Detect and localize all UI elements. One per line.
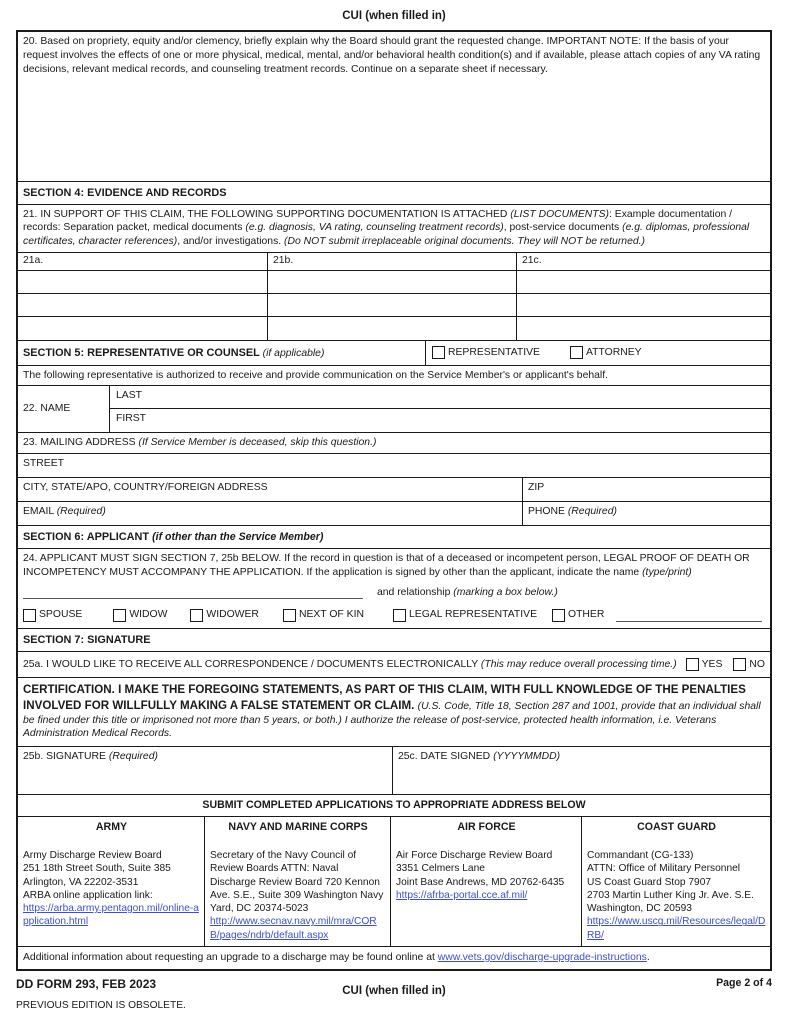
signature-qualifier: (Required) bbox=[108, 751, 158, 763]
widow-label: WIDOW bbox=[129, 609, 168, 621]
certification-italic-text: (U.S. Code, Title 18, Section 287 and 1001, provide that an individual shall be fined under this title or imprisoned not more than 5 years, or both.) I authorize the release of post-service, protected health information, i.e. Veterans Administration Medical Records. bbox=[23, 701, 761, 740]
additional-info-text: Additional information about requesting an upgrade to a discharge may be found online at bbox=[23, 951, 438, 963]
attorney-checkbox-label: ATTORNEY bbox=[586, 346, 642, 358]
army-application-link[interactable]: https://arba.army.pentagon.mil/online-application.html bbox=[23, 903, 199, 928]
widower-checkbox[interactable] bbox=[190, 609, 203, 622]
spouse-checkbox[interactable] bbox=[23, 609, 36, 622]
army-address-line: ARBA online application link: bbox=[23, 889, 153, 901]
attorney-checkbox[interactable] bbox=[570, 346, 583, 359]
representative-checkbox-label: REPRESENTATIVE bbox=[448, 346, 540, 358]
item-24-seg2: (type/print) bbox=[642, 566, 692, 578]
doc-cell-21c-row3[interactable] bbox=[517, 317, 770, 340]
city-zip-row bbox=[18, 478, 770, 502]
air-force-application-link[interactable]: https://afrba-portal.cce.af.mil/ bbox=[396, 889, 528, 901]
street-label: STREET bbox=[23, 457, 64, 469]
item-21-instructions bbox=[18, 205, 770, 253]
other-relationship-blank-field[interactable] bbox=[616, 609, 762, 622]
document-list-table bbox=[18, 253, 770, 341]
doc-cell-21a-row1[interactable] bbox=[18, 271, 268, 293]
spouse-label: SPOUSE bbox=[39, 609, 83, 621]
electronic-yes-checkbox[interactable] bbox=[686, 658, 699, 671]
cui-banner-bottom: CUI (when filled in) bbox=[342, 984, 446, 997]
additional-info-note bbox=[18, 947, 770, 969]
item-20-text: 20. Based on propriety, equity and/or clemency, briefly explain why the Board should grant the requested change. IMPORTANT NOTE: If the basis of your request involves the effects of one or more physical, medical, mental, and/or behavioral health condition(s) and if available, please attach copies of any VA rating decisions, relevant medical records, and counseling treatment records. Continue on a separate sheet if necessary. bbox=[23, 36, 761, 75]
electronic-yes-label: YES bbox=[701, 658, 723, 670]
previous-edition-note: PREVIOUS EDITION IS OBSOLETE. bbox=[16, 1000, 186, 1012]
zip-label: ZIP bbox=[528, 481, 545, 493]
item-24-seg1: 24. APPLICANT MUST SIGN SECTION 7, 25b BELOW. If the record in question is that of a deceased or incompetent person, LEGAL PROOF OF DEATH OR INCOMPETENCY MUST ACCOMPANY THE APPLICATION. If the application is signed by other than the applicant, indicate the name bbox=[23, 552, 750, 578]
cui-banner-top: CUI (when filled in) bbox=[342, 10, 446, 22]
form-number: DD FORM 293, FEB 2023 bbox=[16, 976, 157, 991]
item-24-instructions bbox=[23, 552, 765, 579]
section-4-header: SECTION 4: EVIDENCE AND RECORDS bbox=[18, 182, 770, 204]
signature-date-row bbox=[18, 747, 770, 795]
section-5-title: SECTION 5: REPRESENTATIVE OR COUNSEL bbox=[23, 346, 263, 359]
branch-army-cell bbox=[18, 817, 205, 946]
phone-qualifier: (Required) bbox=[567, 505, 617, 517]
item-21-seg3: : Example documentation / records: Separation packet, medical documents bbox=[23, 208, 733, 234]
relationship-checkbox-row bbox=[23, 608, 765, 622]
electronic-no-checkbox[interactable] bbox=[733, 658, 746, 671]
additional-info-suffix: . bbox=[646, 951, 650, 963]
branch-air-force-cell bbox=[391, 817, 582, 946]
email-label: EMAIL bbox=[23, 505, 57, 517]
army-address-line: Arlington, VA 22202-3531 bbox=[23, 876, 139, 888]
doc-cell-21b-row1[interactable] bbox=[268, 271, 517, 293]
doc-column-label-21a: 21a. bbox=[18, 253, 268, 270]
item-21-seg7: , and/or investigations. bbox=[177, 236, 285, 248]
item-21-seg2: (LIST DOCUMENTS) bbox=[510, 208, 609, 220]
navy-application-link[interactable]: http://www.secnav.navy.mil/mra/CORB/pages/ndrb/default.aspx bbox=[210, 916, 377, 941]
city-label: CITY, STATE/APO, COUNTRY/FOREIGN ADDRESS bbox=[23, 481, 268, 493]
name-first-field[interactable] bbox=[110, 409, 770, 432]
widower-label: WIDOWER bbox=[206, 609, 259, 621]
widow-checkbox[interactable] bbox=[113, 609, 126, 622]
representative-authorization-note: The following representative is authorized to receive and provide communication on the Service Member's or applicant's behalf. bbox=[18, 366, 770, 387]
section-6-header bbox=[18, 526, 770, 549]
certification-block bbox=[18, 678, 770, 747]
phone-label: PHONE bbox=[528, 505, 568, 517]
coast-guard-address-line: US Coast Guard Stop 7907 bbox=[587, 876, 712, 888]
coast-guard-address-line: 2703 Martin Luther King Jr. Ave. S.E. bbox=[587, 889, 754, 901]
dd293-form-page bbox=[16, 30, 772, 970]
doc-column-label-21c: 21c. bbox=[522, 254, 542, 266]
item-23-label: 23. MAILING ADDRESS bbox=[23, 437, 139, 449]
next-of-kin-label: NEXT OF KIN bbox=[298, 609, 364, 621]
section-5-qualifier: (if applicable) bbox=[262, 347, 325, 359]
air-force-address-line: Joint Base Andrews, MD 20762-6435 bbox=[396, 876, 565, 888]
signature-label: 25b. SIGNATURE bbox=[23, 751, 109, 763]
item-24-block bbox=[18, 549, 770, 629]
date-signed-label: 25c. DATE SIGNED bbox=[398, 751, 494, 763]
branch-coast-guard-header: COAST GUARD bbox=[637, 821, 716, 834]
item-24-seg3: and relationship bbox=[377, 586, 454, 598]
section-6-title: SECTION 6: APPLICANT bbox=[23, 530, 153, 543]
branch-coast-guard-cell bbox=[582, 817, 770, 946]
other-checkbox[interactable] bbox=[552, 609, 565, 622]
coast-guard-address-line: Washington, DC 20593 bbox=[587, 903, 692, 915]
coast-guard-address-line: ATTN: Office of Military Personnel bbox=[587, 863, 741, 875]
air-force-address-line: 3351 Celmers Lane bbox=[396, 863, 485, 875]
name-last-field[interactable] bbox=[110, 386, 770, 409]
item-25a-text bbox=[23, 658, 677, 672]
item-21-seg1: 21. IN SUPPORT OF THIS CLAIM, THE FOLLOWING SUPPORTING DOCUMENTATION IS ATTACHED bbox=[23, 208, 511, 220]
item-25a-seg1: 25a. I WOULD LIKE TO RECEIVE ALL CORRESPONDENCE / DOCUMENTS ELECTRONICALLY bbox=[23, 658, 481, 670]
item-20-explanation-box[interactable] bbox=[18, 32, 770, 182]
doc-cell-21b-row2[interactable] bbox=[268, 294, 517, 316]
branch-army-header: ARMY bbox=[95, 821, 128, 834]
email-field[interactable] bbox=[18, 502, 523, 525]
air-force-address-line: Air Force Discharge Review Board bbox=[396, 850, 553, 862]
name-first-label: FIRST bbox=[116, 413, 147, 425]
service-branch-address-table bbox=[18, 817, 770, 947]
legal-representative-checkbox[interactable] bbox=[393, 609, 406, 622]
branch-navy-header: NAVY AND MARINE CORPS bbox=[228, 821, 368, 834]
date-signed-field-25c[interactable] bbox=[393, 747, 770, 794]
item-23-label-row bbox=[18, 433, 770, 454]
item-22-label: 22. NAME bbox=[18, 386, 110, 432]
army-address-line: 251 18th Street South, Suite 385 bbox=[23, 863, 171, 875]
page-footer bbox=[16, 977, 772, 1017]
coast-guard-application-link[interactable]: https://www.uscg.mil/Resources/legal/DRB/ bbox=[587, 916, 766, 941]
email-phone-row bbox=[18, 502, 770, 526]
doc-cell-21b-row3[interactable] bbox=[268, 317, 517, 340]
item-21-seg6: (e.g. diplomas, professional certificates, character references) bbox=[23, 222, 750, 248]
item-22-name-block bbox=[18, 386, 770, 433]
name-last-label: LAST bbox=[116, 390, 142, 402]
legal-representative-label: LEGAL REPRESENTATIVE bbox=[409, 609, 537, 621]
city-field[interactable] bbox=[18, 478, 523, 501]
item-23-qualifier: (If Service Member is deceased, skip this question.) bbox=[138, 437, 377, 449]
zip-field[interactable] bbox=[523, 478, 770, 501]
email-qualifier: (Required) bbox=[56, 505, 106, 517]
item-24-seg4: (marking a box below.) bbox=[453, 586, 558, 598]
item-25a-seg2: (This may reduce overall processing time.) bbox=[480, 658, 677, 670]
branch-air-force-header: AIR FORCE bbox=[457, 821, 516, 834]
section-6-qualifier: (if other than the Service Member) bbox=[152, 530, 324, 543]
navy-address-line: Secretary of the Navy Council of Review Boards ATTN: Naval Discharge Review Board 720 Kennon Ave. S.E., Suite 309 Washington Navy Yard, DC 20374-5023 bbox=[210, 850, 384, 915]
representative-checkbox[interactable] bbox=[432, 346, 445, 359]
item-21-seg5: , post-service documents bbox=[503, 222, 623, 234]
army-address-line: Army Discharge Review Board bbox=[23, 850, 162, 862]
doc-cell-21c-row2[interactable] bbox=[517, 294, 770, 316]
page-number: Page 2 of 4 bbox=[716, 976, 772, 989]
certification-bold-text: CERTIFICATION. I MAKE THE FOREGOING STATEMENTS, AS PART OF THIS CLAIM, WITH FULL KNOWLEDGE OF THE PENALTIES INVOLVED FOR WILLFULLY MAKING A FALSE STATEMENT OR CLAIM. bbox=[23, 683, 746, 712]
submit-instructions-heading: SUBMIT COMPLETED APPLICATIONS TO APPROPRIATE ADDRESS BELOW bbox=[18, 795, 770, 817]
item-21-seg8: (Do NOT submit irreplaceable original documents. They will NOT be returned.) bbox=[284, 236, 645, 248]
other-label: OTHER bbox=[568, 609, 605, 621]
section-5-header-row bbox=[18, 341, 770, 366]
applicant-name-blank-field[interactable] bbox=[23, 585, 363, 599]
vets-gov-link[interactable]: www.vets.gov/discharge-upgrade-instructions bbox=[437, 951, 647, 963]
doc-cell-21c-row1[interactable] bbox=[517, 271, 770, 293]
relationship-text bbox=[377, 586, 558, 600]
doc-cell-21a-row3[interactable] bbox=[18, 317, 268, 340]
item-21-seg4: (e.g. diagnosis, VA rating, counseling treatment records) bbox=[245, 222, 504, 234]
branch-navy-cell bbox=[205, 817, 391, 946]
next-of-kin-checkbox[interactable] bbox=[283, 609, 296, 622]
date-signed-qualifier: (YYYYMMDD) bbox=[493, 751, 561, 763]
section-7-header: SECTION 7: SIGNATURE bbox=[18, 629, 770, 651]
signature-field-25b[interactable] bbox=[18, 747, 393, 794]
doc-column-label-21b: 21b. bbox=[268, 253, 517, 270]
street-field[interactable] bbox=[18, 454, 770, 478]
electronic-no-label: NO bbox=[749, 658, 765, 670]
phone-field[interactable] bbox=[523, 502, 770, 525]
item-25a-row bbox=[18, 652, 770, 679]
coast-guard-address-line: Commandant (CG-133) bbox=[587, 850, 694, 862]
doc-cell-21a-row2[interactable] bbox=[18, 294, 268, 316]
